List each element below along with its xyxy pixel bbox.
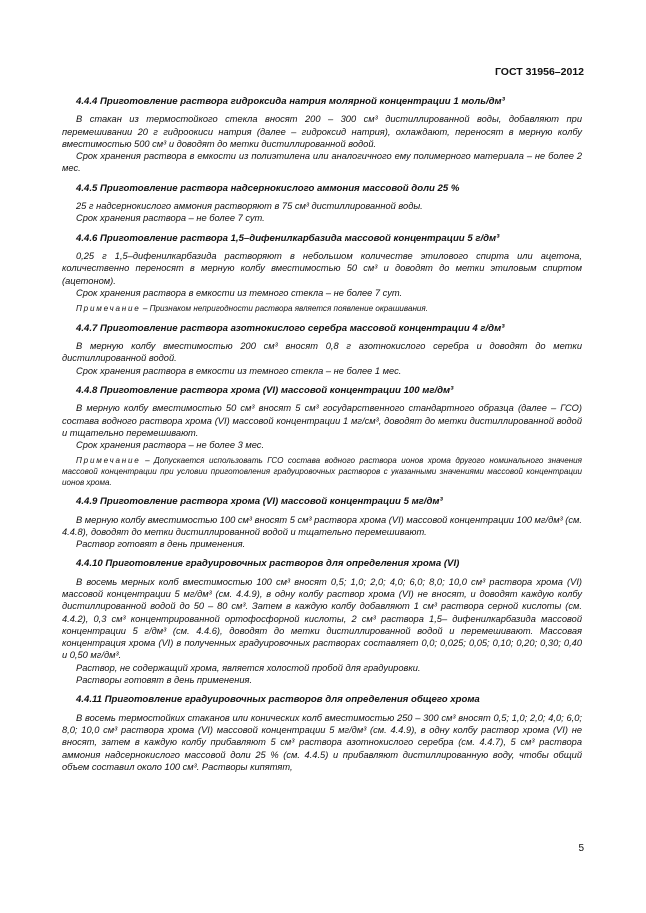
standard-code: ГОСТ 31956–2012 bbox=[494, 66, 584, 78]
page-number: 5 bbox=[578, 843, 584, 854]
paragraph: Срок хранения раствора в емкости из темного стекла – не более 7 сут. bbox=[76, 287, 403, 298]
paragraph: В восемь термостойких стаканов или конических колб вместимостью 250 – 300 см³ вносят 0,5; 1,0; 2,0; 4,0; 6,0; 8,0; 10,0 см³ раствора хрома (VI) массовой концентрации 5 мг/дм³ (см. 4.4.9), в одну колбу раствор хрома (VI) не вносят, затем в каждую колбу прибавляют 5 см³ раствора азотнокислого серебра (см. 4.4.7), 5 см³ раствора аммония надсернокислого массовой доли 25 % (см. 4.4.5) и прибавляют дистиллированную воду, чтобы общий объем составил около 100 см³. Растворы кипятят, bbox=[62, 712, 582, 772]
note-text: – Допускается использовать ГСО состава водного раствора ионов хрома другого номинального значения массовой концентрации при условии приготовления градуировочных растворов с указанными значениями массовой концентрации ионов хрома. bbox=[62, 456, 582, 487]
paragraph: Срок хранения раствора в емкости из полиэтилена или аналогичного ему полимерного материала – не более 2 мес. bbox=[62, 151, 582, 174]
paragraph: В мерную колбу вместимостью 50 см³ вносят 5 см³ государственного стандартного образца (далее – ГСО) состава водного раствора хрома (VI) массовой концентрации 1 мг/см³, доводят до метки дистиллированной водой и тщательно перемешивают. bbox=[62, 403, 582, 438]
section-heading: 4.4.10 Приготовление градуировочных растворов для определения хрома (VI) bbox=[76, 558, 460, 570]
paragraph: Растворы готовят в день применения. bbox=[76, 675, 253, 686]
section-heading: 4.4.8 Приготовление раствора хрома (VI) массовой концентрации 100 мг/дм³ bbox=[76, 384, 454, 396]
section-heading: 4.4.7 Приготовление раствора азотнокислого серебра массовой концентрации 4 г/дм³ bbox=[76, 322, 505, 334]
paragraph: 0,25 г 1,5–дифенилкарбазида растворяют в небольшом количестве этилового спирта или ацетона, количественно переносят в мерную колбу вместимостью 50 см³ и доводят до метки этиловым спиртом (ацетоном). bbox=[62, 250, 582, 286]
note-text: – Признаком непригодности раствора является появление окрашивания. bbox=[140, 304, 428, 314]
note-label: Примечание bbox=[76, 456, 141, 466]
paragraph: Раствор, не содержащий хрома, является холостой пробой для градуировки. bbox=[76, 662, 421, 673]
paragraph: В мерную колбу вместимостью 100 см³ вносят 5 см³ раствора хрома (VI) массовой концентрации 100 мг/дм³ (см. 4.4.8), доводят до метки дистиллированной водой и тщательно перемешивают. bbox=[62, 514, 582, 537]
note bbox=[62, 304, 582, 315]
paragraph: Раствор готовят в день применения. bbox=[76, 539, 246, 550]
section-heading: 4.4.9 Приготовление раствора хрома (VI) массовой концентрации 5 мг/дм³ bbox=[76, 496, 443, 508]
paragraph: 25 г надсернокислого аммония растворяют в 75 см³ дистиллированной воды. bbox=[76, 201, 423, 212]
paragraph: Срок хранения раствора – не более 3 мес. bbox=[76, 440, 265, 451]
section-heading: 4.4.4 Приготовление раствора гидроксида натрия молярной концентрации 1 моль/дм³ bbox=[76, 96, 505, 107]
document-body bbox=[62, 88, 582, 773]
section-heading: 4.4.11 Приготовление градуировочных растворов для определения общего хрома bbox=[76, 694, 480, 706]
paragraph: В стакан из термостойкого стекла вносят 200 – 300 см³ дистиллированной воды, добавляют при перемешивании 20 г гидроокиси натрия (далее – гидроксид натрия), охлаждают, переносят в мерную колбу вместимостью 500 см³ и доводят до метки дистиллированной водой. bbox=[62, 114, 582, 149]
paragraph: Срок хранения раствора – не более 7 сут. bbox=[76, 213, 265, 224]
paragraph: В мерную колбу вместимостью 200 см³ вносят 0,8 г азотнокислого серебра и доводят до метки дистиллированной водой. bbox=[62, 341, 582, 364]
note-label: Примечание bbox=[76, 304, 141, 314]
note bbox=[62, 456, 582, 488]
section-heading: 4.4.6 Приготовление раствора 1,5–дифенилкарбазида массовой концентрации 5 г/дм³ bbox=[76, 232, 500, 244]
paragraph: Срок хранения раствора в емкости из темного стекла – не более 1 мес. bbox=[76, 365, 402, 376]
section-heading: 4.4.5 Приготовление раствора надсернокислого аммония массовой доли 25 % bbox=[76, 182, 460, 194]
paragraph: В восемь мерных колб вместимостью 100 см³ вносят 0,5; 1,0; 2,0; 4,0; 6,0; 8,0; 10,0 см³ раствора хрома (VI) массовой концентрации 5 мг/дм³ (см. 4.4.9), в одну колбу раствор хрома (VI) не вносят, и доводят каждую колбу дистиллированной водой до 50 – 80 см³. Затем в каждую колбу добавляют 1 см³ раствора серной кислоты (см. 4.4.2), 0,3 см³ концентрированной ортофосфорной кислоты, 2 см³ раствора 1,5– дифенилкарбазида массовой концентрации 5 г/дм³ (см. 4.4.6), доводят до метки дистиллированной водой и перемешивают. Массовая концентрация хрома (VI) в полученных градуировочных растворах составляет 0,0; 0,025; 0,05; 0,10; 0,20; 0,30; 0,40 и 0,50 мг/дм³. bbox=[62, 576, 582, 661]
